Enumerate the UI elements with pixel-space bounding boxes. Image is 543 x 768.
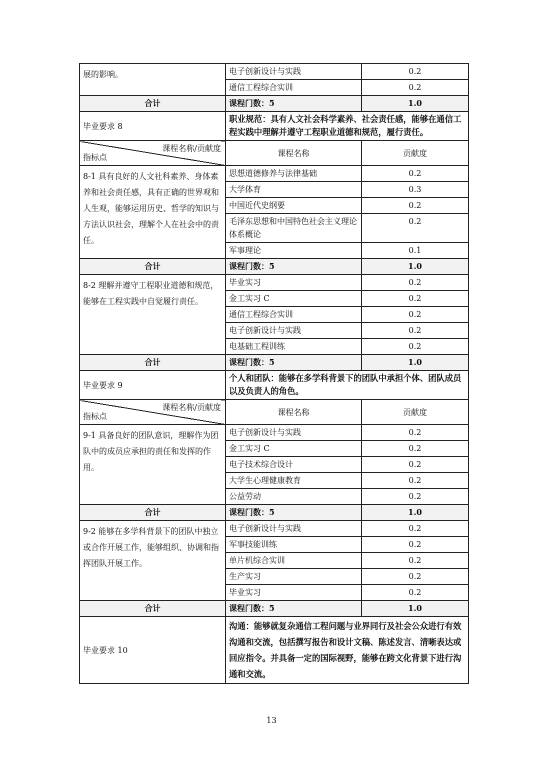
course-name: 军事理论 <box>226 243 362 259</box>
diag-header-bottom: 指标点 <box>83 412 107 421</box>
total-value: 1.0 <box>362 96 469 112</box>
page-number: 13 <box>266 716 277 725</box>
course-count: 课程门数：5 <box>226 96 362 112</box>
col-header-course: 课程名称 <box>226 141 362 166</box>
course-count: 课程门数：5 <box>226 601 362 617</box>
contribution: 0.2 <box>362 489 469 505</box>
diag-header-top: 课程名称/贡献度 <box>162 144 221 153</box>
diag-header-bottom: 指标点 <box>83 153 107 162</box>
total-label: 合计 <box>80 505 226 521</box>
course-name: 大学生心理健康教育 <box>226 473 362 489</box>
total-value: 1.0 <box>362 601 469 617</box>
carry-text: 展的影响。 <box>80 64 226 96</box>
course-name: 电子创新设计与实践 <box>226 521 362 537</box>
contribution: 0.2 <box>362 198 469 214</box>
course-name: 电子创新设计与实践 <box>226 425 362 441</box>
course-name: 金工实习 C <box>226 291 362 307</box>
contribution: 0.2 <box>362 275 469 291</box>
diagonal-header-cell <box>80 400 226 425</box>
contribution: 0.2 <box>362 80 469 96</box>
course-name: 电子创新设计与实践 <box>226 323 362 339</box>
contribution: 0.2 <box>362 291 469 307</box>
diag-header-top: 课程名称/贡献度 <box>162 403 221 412</box>
requirement-label: 毕业要求 10 <box>80 617 226 684</box>
requirement-description: 职业规范：具有人文社会科学素养、社会责任感，能够在通信工程实践中理解并遵守工程职业道德和规范，履行责任。 <box>226 112 469 141</box>
total-label: 合计 <box>80 601 226 617</box>
contribution: 0.2 <box>362 521 469 537</box>
total-label: 合计 <box>80 96 226 112</box>
contribution: 0.2 <box>362 537 469 553</box>
diagonal-header-cell <box>80 141 226 166</box>
indicator-point-text: 8-2 理解并遵守工程职业道德和规范，能够在工程实践中自觉履行责任。 <box>80 275 226 355</box>
course-name: 单片机综合实训 <box>226 553 362 569</box>
contribution: 0.2 <box>362 323 469 339</box>
course-count: 课程门数：5 <box>226 505 362 521</box>
total-value: 1.0 <box>362 259 469 275</box>
contribution: 0.1 <box>362 243 469 259</box>
course-name: 电基础工程训练 <box>226 339 362 355</box>
course-name: 通信工程综合实训 <box>226 307 362 323</box>
requirement-description: 沟通：能够就复杂通信工程问题与业界同行及社会公众进行有效沟通和交流，包括撰写报告和设计文稿、陈述发言、清晰表达或回应指令。并具备一定的国际视野，能够在跨文化背景下进行沟通和交流。 <box>226 617 469 684</box>
course-name: 毕业实习 <box>226 275 362 291</box>
course-count: 课程门数：5 <box>226 355 362 371</box>
course-name: 公益劳动 <box>226 489 362 505</box>
course-name: 大学体育 <box>226 182 362 198</box>
contribution: 0.2 <box>362 457 469 473</box>
contribution: 0.2 <box>362 553 469 569</box>
col-header-contribution: 贡献度 <box>362 400 469 425</box>
contribution: 0.2 <box>362 64 469 80</box>
indicator-point-text: 9-2 能够在多学科背景下的团队中独立或合作开展工作，能够组织、协调和指挥团队开展工作。 <box>80 521 226 601</box>
total-label: 合计 <box>80 355 226 371</box>
course-name: 通信工程综合实训 <box>226 80 362 96</box>
course-name: 思想道德修养与法律基础 <box>226 166 362 182</box>
graduation-requirements-table <box>79 63 469 684</box>
contribution: 0.2 <box>362 441 469 457</box>
contribution: 0.2 <box>362 425 469 441</box>
contribution: 0.2 <box>362 166 469 182</box>
course-name: 金工实习 C <box>226 441 362 457</box>
contribution: 0.2 <box>362 339 469 355</box>
total-value: 1.0 <box>362 505 469 521</box>
col-header-course: 课程名称 <box>226 400 362 425</box>
col-header-contribution: 贡献度 <box>362 141 469 166</box>
total-label: 合计 <box>80 259 226 275</box>
contribution: 0.2 <box>362 214 469 243</box>
course-count: 课程门数：5 <box>226 259 362 275</box>
contribution: 0.2 <box>362 569 469 585</box>
contribution: 0.3 <box>362 182 469 198</box>
contribution: 0.2 <box>362 307 469 323</box>
course-name: 电子技术综合设计 <box>226 457 362 473</box>
course-name: 生产实习 <box>226 569 362 585</box>
indicator-point-text: 9-1 具备良好的团队意识，理解作为团队中的成员应承担的责任和发挥的作用。 <box>80 425 226 505</box>
course-name: 电子创新设计与实践 <box>226 64 362 80</box>
indicator-point-text: 8-1 具有良好的人文社科素养、身体素养和社会责任感，具有正确的世界观和人生观，能够运用历史、哲学的知识与方法认识社会，理解个人在社会中的责任。 <box>80 166 226 259</box>
requirement-label: 毕业要求 8 <box>80 112 226 141</box>
contribution: 0.2 <box>362 473 469 489</box>
total-value: 1.0 <box>362 355 469 371</box>
contribution: 0.2 <box>362 585 469 601</box>
course-name: 军事技能训练 <box>226 537 362 553</box>
requirement-label: 毕业要求 9 <box>80 371 226 400</box>
requirement-description: 个人和团队：能够在多学科背景下的团队中承担个体、团队成员以及负责人的角色。 <box>226 371 469 400</box>
course-name: 毕业实习 <box>226 585 362 601</box>
course-name: 毛泽东思想和中国特色社会主义理论体系概论 <box>226 214 362 243</box>
course-name: 中国近代史纲要 <box>226 198 362 214</box>
